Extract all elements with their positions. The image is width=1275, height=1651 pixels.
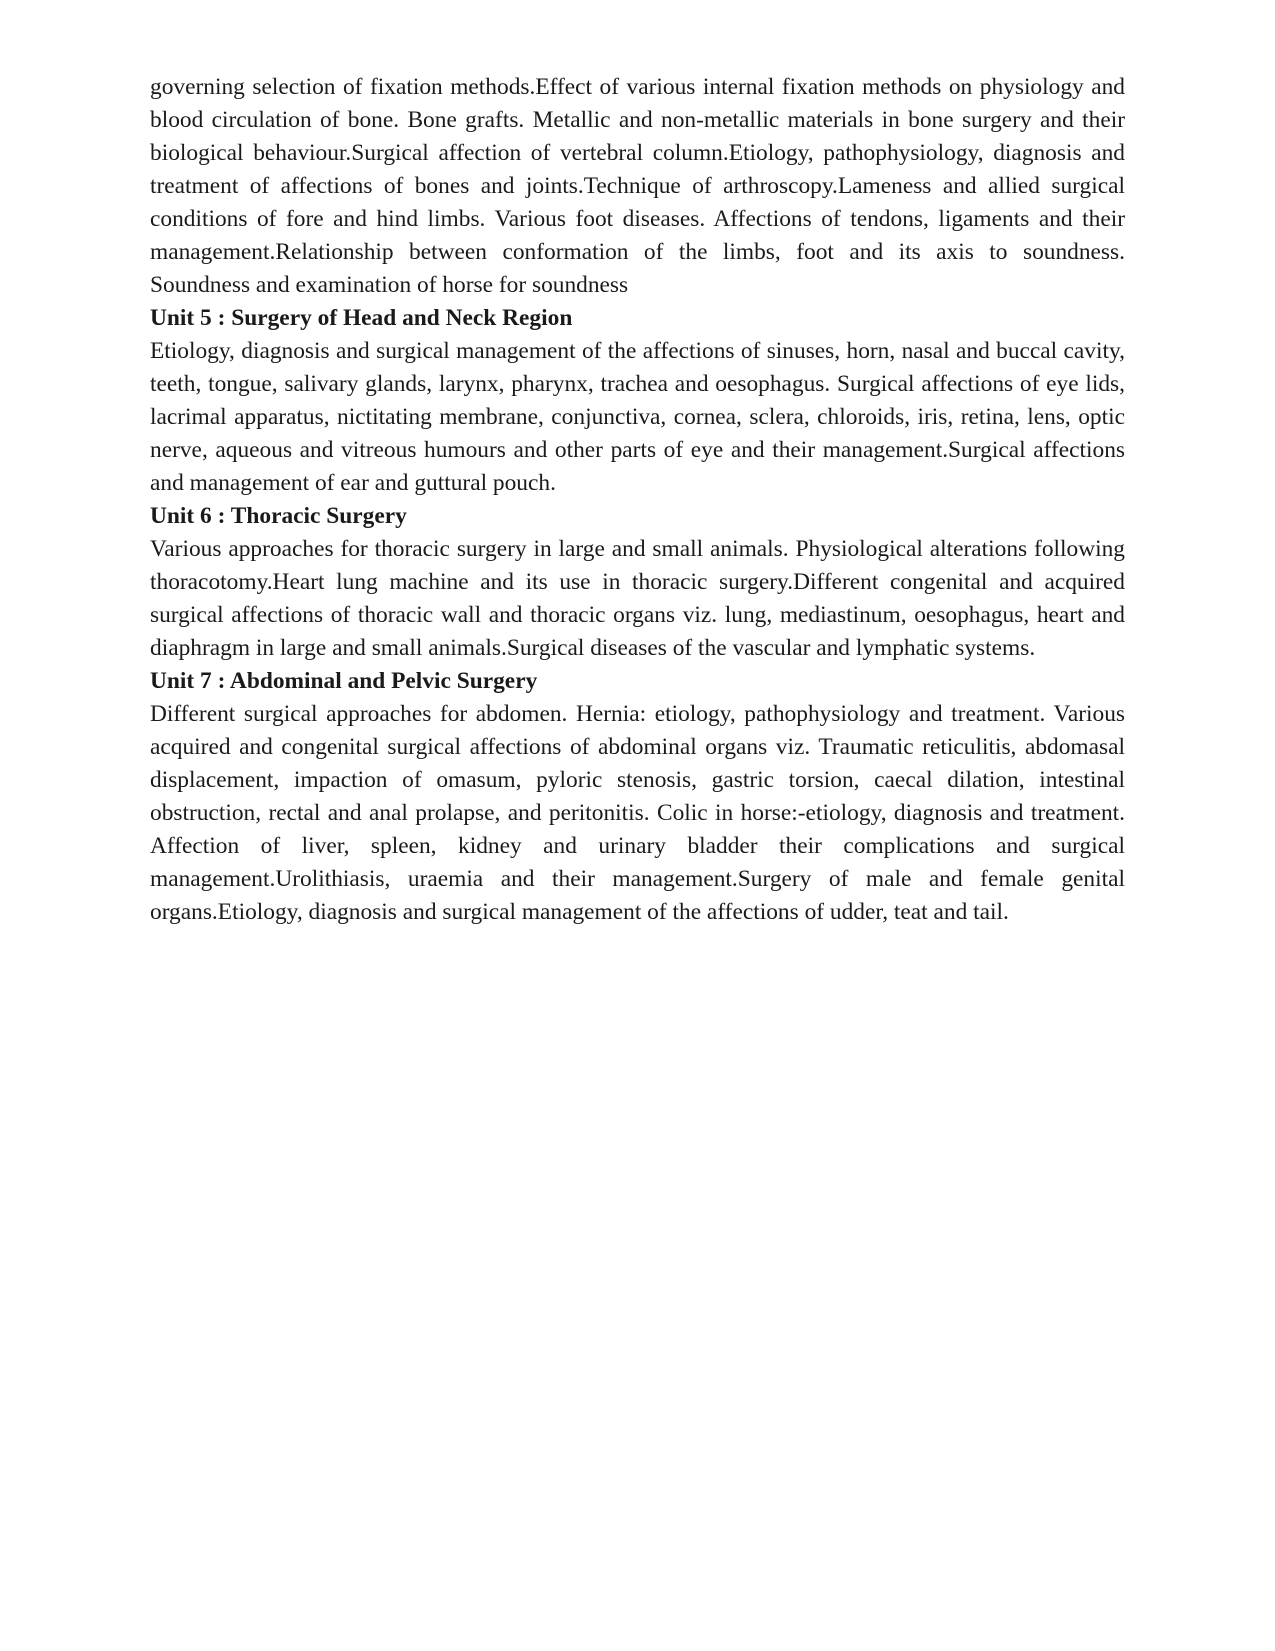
unit-7-body: Different surgical approaches for abdomen. Hernia: etiology, pathophysiology and treatment. Various acquired and congenital surgical affections of abdominal organs viz. Traumatic reticulitis, abdomasal displacement, impaction of omasum, pyloric stenosis, gastric torsion, caecal dilation, intestinal obstruction, rectal and anal prolapse, and peritonitis. Colic in horse:-etiology, diagnosis and treatment. Affection of liver, spleen, kidney and urinary bladder their complications and surgical management.Urolithiasis, uraemia and their management.Surgery of male and female genital organs.Etiology, diagnosis and surgical management of the affections of udder, teat and tail.	[150, 701, 1125, 925]
unit-5-body: Etiology, diagnosis and surgical management of the affections of sinuses, horn, nasal and buccal cavity, teeth, tongue, salivary glands, larynx, pharynx, trachea and oesophagus. Surgical affections of eye lids, lacrimal apparatus, nictitating membrane, conjunctiva, cornea, sclera, chloroids, iris, retina, lens, optic nerve, aqueous and vitreous humours and other parts of eye and their management.Surgical affections and management of ear and guttural pouch.	[150, 338, 1125, 496]
unit-6-body: Various approaches for thoracic surgery in large and small animals. Physiological alterations following thoracotomy.Heart lung machine and its use in thoracic surgery.Different congenital and acquired surgical affections of thoracic wall and thoracic organs viz. lung, mediastinum, oesophagus, heart and diaphragm in large and small animals.Surgical diseases of the vascular and lymphatic systems.	[150, 536, 1125, 661]
unit-5-heading: Unit 5 : Surgery of Head and Neck Region	[150, 305, 573, 331]
unit-6-heading: Unit 6 : Thoracic Surgery	[150, 503, 407, 529]
unit-7-heading: Unit 7 : Abdominal and Pelvic Surgery	[150, 668, 538, 694]
intro-paragraph: governing selection of fixation methods.Effect of various internal fixation methods on physiology and blood circulation of bone. Bone grafts. Metallic and non-metallic materials in bone surgery and their biological behaviour.Surgical affection of vertebral column.Etiology, pathophysiology, diagnosis and treatment of affections of bones and joints.Technique of arthroscopy.Lameness and allied surgical conditions of fore and hind limbs. Various foot diseases. Affections of tendons, ligaments and their management.Relationship between conformation of the limbs, foot and its axis to soundness. Soundness and examination of horse for soundness	[150, 74, 1125, 298]
document-page	[150, 71, 1125, 929]
